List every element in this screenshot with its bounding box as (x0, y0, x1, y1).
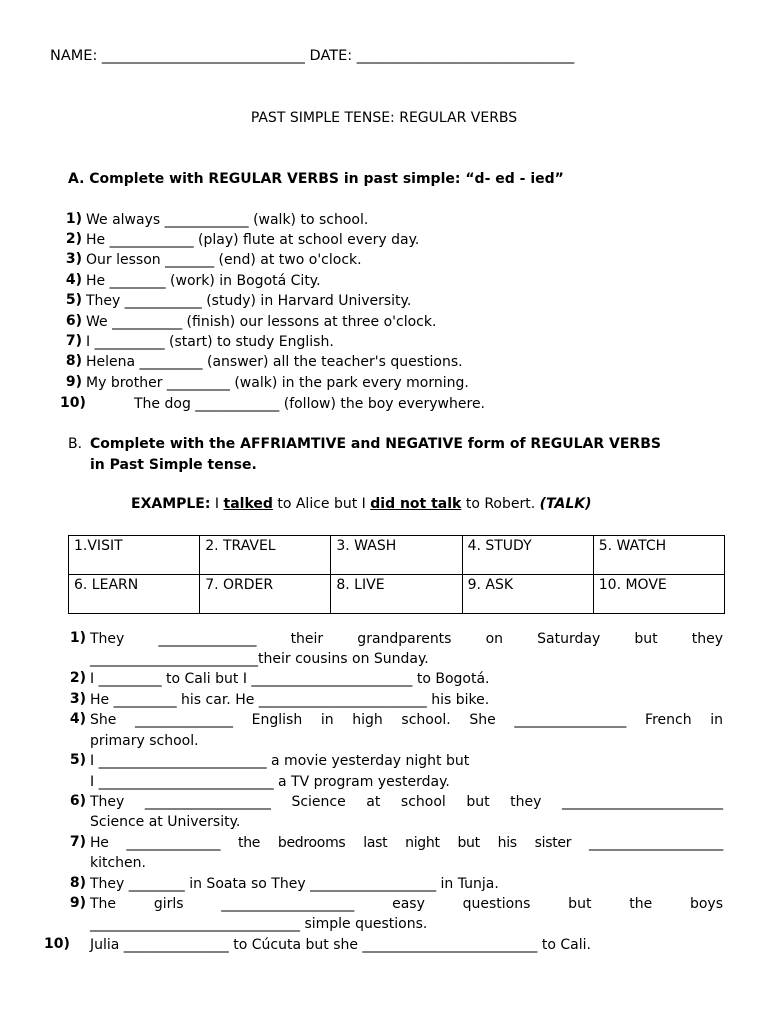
table-row (69, 575, 725, 614)
list-item-cont: primary school. (90, 733, 199, 749)
list-item: He ____________ (play) flute at school every day. (86, 232, 420, 248)
list-item: She ______________ English in high school. She ________________ French in (90, 712, 723, 728)
list-item: The dog ____________ (follow) the boy everywhere. (134, 396, 486, 412)
list-item-number: 6) (65, 313, 82, 329)
list-item: They ______________ their grandparents on Saturday but they (90, 631, 723, 647)
list-item: He ______________ the bedrooms last night but his sister ____________________ (90, 835, 723, 851)
list-item: They ________ in Soata so They __________________ in Tunja. (90, 876, 499, 892)
table-row (69, 536, 725, 575)
example-verb: (TALK) (539, 496, 592, 512)
list-item: Helena _________ (answer) all the teacher's questions. (86, 354, 463, 370)
example-text: to Robert. (461, 496, 540, 512)
list-item-cont: Science at University. (90, 814, 241, 830)
section-b-heading-cont: in Past Simple tense. (90, 457, 257, 473)
list-item-number: 6) (69, 793, 86, 809)
list-item-number: 2) (65, 231, 82, 247)
page-title: PAST SIMPLE TENSE: REGULAR VERBS (250, 110, 518, 126)
list-item-number: 2) (69, 670, 86, 686)
list-item: The girls ___________________ easy questions but the boys (90, 896, 723, 912)
list-item-number: 4) (69, 711, 86, 727)
example-affirmative: talked (223, 496, 273, 512)
list-item: He ________ (work) in Bogotá City. (86, 273, 321, 289)
example-label: EXAMPLE: (131, 496, 211, 512)
list-item: Our lesson _______ (end) at two o'clock. (86, 252, 362, 268)
table-cell: 10. MOVE (593, 575, 724, 614)
list-item: He _________ his car. He ________________________ his bike. (90, 692, 490, 708)
list-item-cont: ______________________________ simple questions. (90, 916, 428, 932)
example-text: to Alice but I (272, 496, 371, 512)
example-text: I (210, 496, 224, 512)
table-cell: 1.VISIT (69, 536, 200, 575)
section-b-heading: Complete with the AFFRIAMTIVE and NEGATIVE form of REGULAR VERBS (90, 436, 661, 452)
example-negative: did not talk (370, 496, 462, 512)
list-item: They ___________ (study) in Harvard University. (86, 293, 412, 309)
table-cell: 2. TRAVEL (200, 536, 331, 575)
list-item-number: 10) (60, 395, 86, 411)
list-item: We __________ (finish) our lessons at three o'clock. (86, 314, 437, 330)
list-item-number: 10) (44, 936, 70, 952)
list-item: My brother _________ (walk) in the park every morning. (86, 375, 469, 391)
list-item: I __________ (start) to study English. (86, 334, 334, 350)
example-sentence (131, 495, 592, 513)
list-item-number: 3) (69, 691, 86, 707)
table-cell: 9. ASK (462, 575, 593, 614)
list-item: I ________________________ a movie yesterday night but (90, 753, 470, 769)
list-item-number: 9) (65, 374, 82, 390)
table-cell: 4. STUDY (462, 536, 593, 575)
table-cell: 8. LIVE (331, 575, 462, 614)
list-item-number: 4) (65, 272, 82, 288)
list-item-number: 8) (69, 875, 86, 891)
list-item-number: 7) (65, 333, 82, 349)
table-cell: 3. WASH (331, 536, 462, 575)
section-b-label: B. (68, 436, 83, 452)
table-cell: 5. WATCH (593, 536, 724, 575)
section-a-heading: A. Complete with REGULAR VERBS in past simple: “d- ed - ied” (68, 171, 564, 187)
list-item-number: 1) (69, 630, 86, 646)
list-item-number: 8) (65, 353, 82, 369)
list-item: I _________ to Cali but I _______________________ to Bogotá. (90, 671, 490, 687)
list-item-number: 9) (69, 895, 86, 911)
list-item-number: 1) (65, 211, 82, 227)
name-date-line: NAME: ____________________________ DATE: ______________________________ (50, 48, 575, 64)
list-item: They __________________ Science at school but they _______________________ (90, 794, 723, 810)
list-item: We always ____________ (walk) to school. (86, 212, 369, 228)
list-item: Julia _______________ to Cúcuta but she _________________________ to Cali. (90, 937, 591, 953)
table-cell: 6. LEARN (69, 575, 200, 614)
list-item-cont: I _________________________ a TV program yesterday. (90, 774, 450, 790)
table-cell: 7. ORDER (200, 575, 331, 614)
list-item-number: 5) (65, 292, 82, 308)
list-item-number: 5) (69, 752, 86, 768)
list-item-number: 3) (65, 251, 82, 267)
list-item-number: 7) (69, 834, 86, 850)
verbs-table (68, 535, 725, 614)
list-item-cont: ________________________their cousins on Sunday. (90, 651, 429, 667)
list-item-cont: kitchen. (90, 855, 146, 871)
